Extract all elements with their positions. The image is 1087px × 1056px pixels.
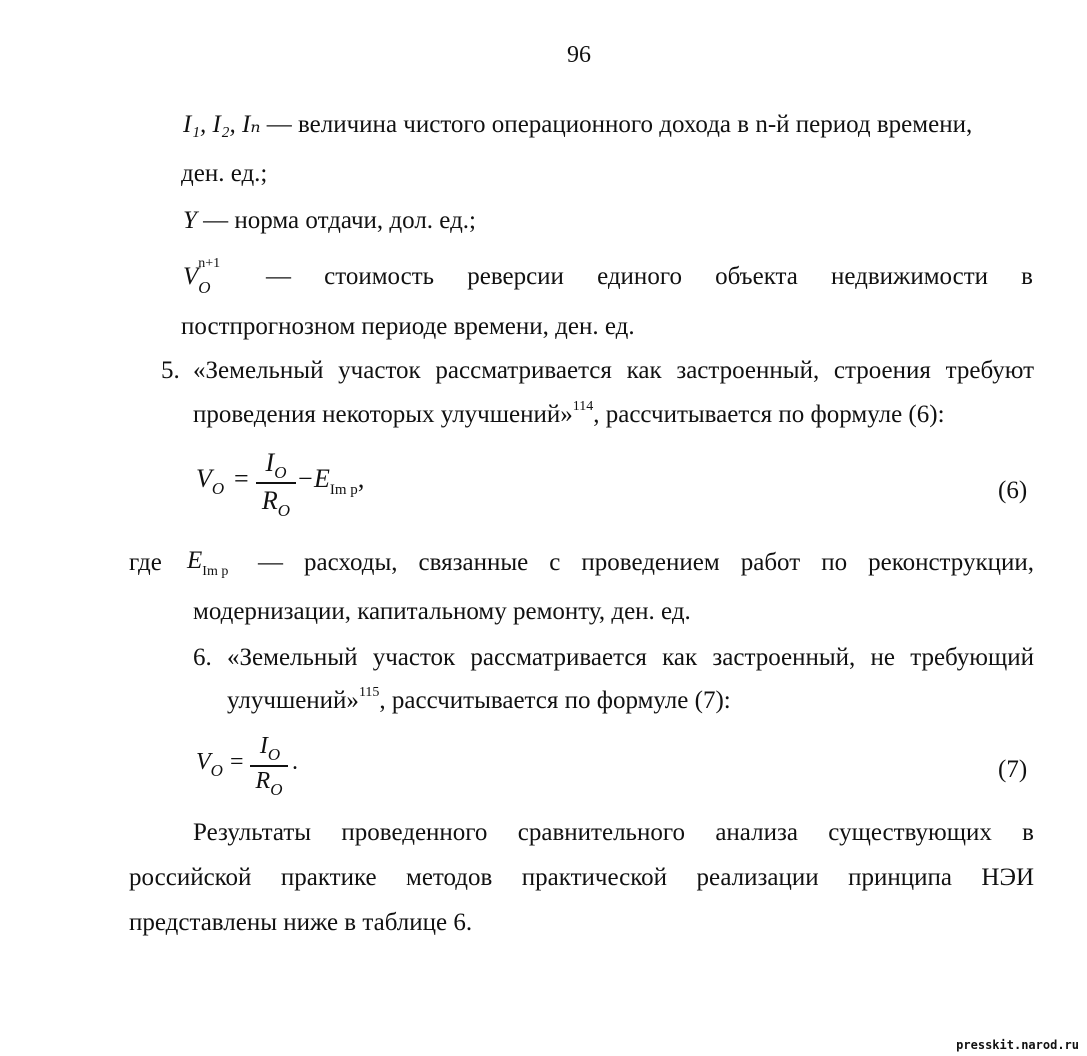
legend-i-continuation: ден. ед.; xyxy=(181,160,268,187)
where-word: где xyxy=(129,549,162,576)
formula6-fraction-bar xyxy=(256,482,296,484)
item5-line2-tail: , рассчитывается по формуле (6): xyxy=(593,401,945,428)
where-variable: $E_{Im p}$ xyxy=(187,547,229,579)
footnote-114: 114 xyxy=(572,399,594,414)
formula7-numerator: $I_O$ xyxy=(259,733,281,764)
v-superscript: n+1 xyxy=(198,256,221,271)
item6-number: 6. xyxy=(193,644,212,671)
formula7-fraction-bar xyxy=(250,765,288,767)
item5-line1: «Земельный участок рассматривается как застроенный, строения требуют xyxy=(193,357,1034,384)
formula6-equals: = xyxy=(234,464,249,493)
formula7-period: . xyxy=(292,749,298,775)
formula7-denominator: $R_O$ xyxy=(255,768,283,799)
item6-line1: «Земельный участок рассматривается как застроенный, не требующий xyxy=(227,644,1034,671)
legend-v-continuation: постпрогнозном периоде времени, ден. ед. xyxy=(181,313,635,340)
legend-v-description: — стоимость реверсии единого объекта недвижимости в xyxy=(266,263,1033,290)
conclusion-line1: Результаты проведенного сравнительного анализа существующих в xyxy=(193,819,1034,846)
y-variable: Y xyxy=(183,207,197,234)
footnote-115: 115 xyxy=(358,685,380,700)
item5-number: 5. xyxy=(161,357,180,384)
formula6-numerator: $I_O$ xyxy=(265,448,287,482)
formula7-equals: = xyxy=(230,749,244,775)
i-description: — величина чистого операционного дохода в n-й период времени, xyxy=(266,111,973,138)
conclusion-line2: российской практике методов практической реализации принципа НЭИ xyxy=(129,864,1034,891)
where-continuation: модернизации, капитальному ремонту, ден. ед. xyxy=(193,598,691,625)
v-subscript: O xyxy=(198,278,211,297)
formula6-minus: − xyxy=(298,464,313,493)
item5-line2-text: проведения некоторых улучшений» xyxy=(193,401,573,428)
item6-line2-tail: , рассчитывается по формуле (7): xyxy=(379,687,731,714)
formula-6 xyxy=(196,448,396,523)
item5-line2 xyxy=(193,400,945,434)
formula7-lhs: $V_O$ xyxy=(196,749,223,780)
formula7-label: (7) xyxy=(998,756,1028,783)
legend-y-line xyxy=(183,206,476,236)
item6-line2 xyxy=(227,686,731,720)
formula6-denominator: $R_O$ xyxy=(261,486,291,520)
i-variables: I₁, I₂, Iₙ xyxy=(183,111,261,138)
where-description: — расходы, связанные с проведением работ по реконструкции, xyxy=(258,549,1034,576)
y-description: — норма отдачи, дол. ед.; xyxy=(203,207,476,234)
formula6-label: (6) xyxy=(998,477,1028,504)
legend-i-line xyxy=(183,110,972,140)
conclusion-line3: представлены ниже в таблице 6. xyxy=(129,909,473,936)
legend-v-symbol xyxy=(183,256,221,297)
formula-7 xyxy=(196,733,336,805)
item6-line2-text: улучшений» xyxy=(227,687,359,714)
v-variable: V xyxy=(183,263,199,290)
formula6-lhs: $V_O$ xyxy=(196,464,225,498)
watermark: presskit.narod.ru xyxy=(956,1038,1079,1052)
formula6-term: $E_{Im p}$, xyxy=(314,464,365,498)
page-number: 96 xyxy=(567,42,591,68)
